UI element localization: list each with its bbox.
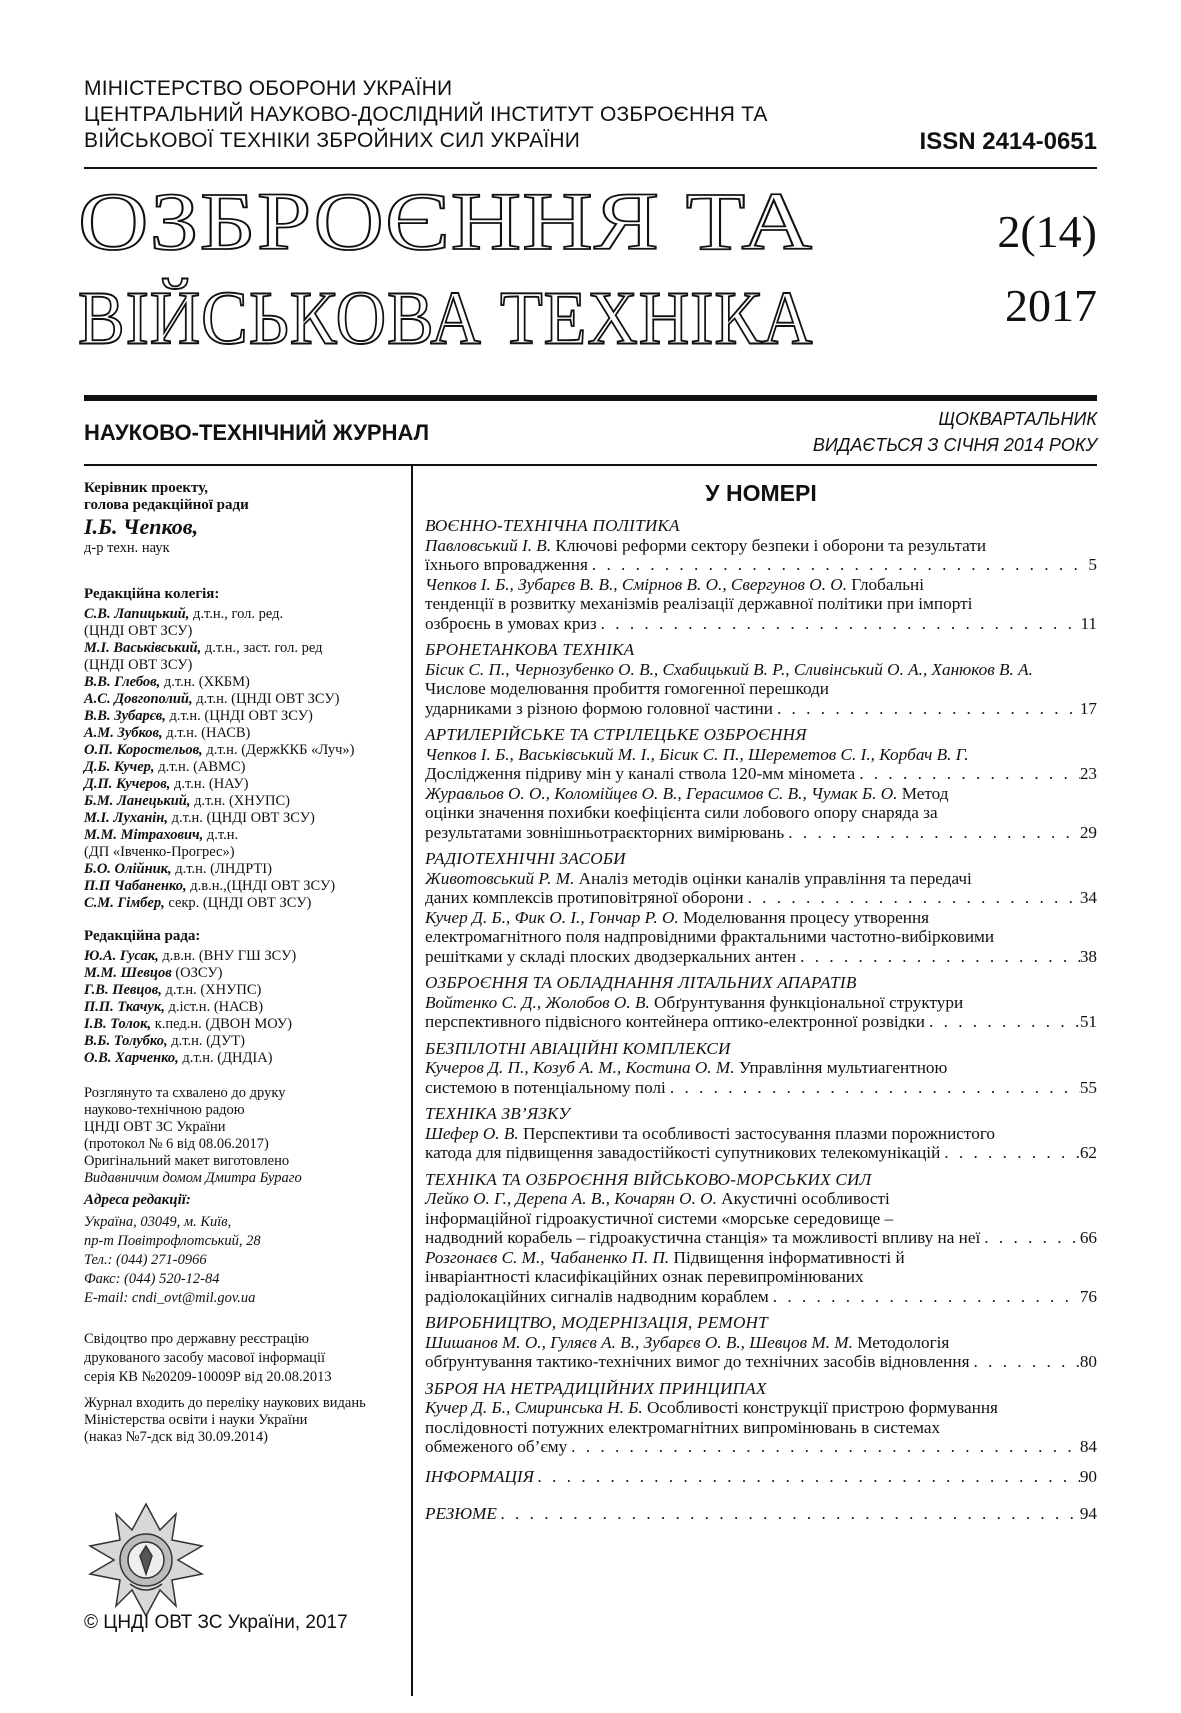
editorial-council (84, 928, 404, 1067)
member-row (84, 1033, 404, 1050)
member-role: к.пед.н. (ДВОН МОУ) (151, 1016, 292, 1032)
member-role: секр. (ЦНДІ ОВТ ЗСУ) (164, 895, 312, 911)
toc-article-line (425, 888, 1097, 908)
dot-leader (980, 1228, 1080, 1248)
toc-article[interactable] (425, 869, 1097, 908)
member-row (84, 827, 404, 844)
article-title-part: Метод (897, 783, 949, 803)
member-row (84, 759, 404, 776)
member-name: М.І. Луханін, (84, 810, 168, 826)
member-row (84, 948, 404, 965)
dot-leader (567, 1437, 1080, 1457)
article-page: 38 (1079, 946, 1097, 966)
toc-article-line (425, 1058, 1097, 1078)
article-title-part: радіолокаційних сигналів надводним кораблем (425, 1286, 769, 1306)
article-authors: Чепков І. Б., Васьківський М. І., Бісик С. П., Шереметов С. І., Корбач В. Г. (425, 744, 969, 764)
toc-article-line (425, 575, 1097, 595)
member-role: д.т.н. (ДержККБ «Луч») (202, 742, 355, 758)
article-title-part: катода для підвищення завадостійкості супутникових телекомунікацій (425, 1143, 941, 1162)
toc-heading: У НОМЕРІ (705, 480, 817, 506)
toc-extra-entry[interactable] (425, 1504, 1097, 1524)
member-name: Ю.А. Гусак, (84, 948, 159, 964)
member-row (84, 810, 404, 827)
member-role: (ЦНДІ ОВТ ЗСУ) (84, 657, 193, 673)
article-page: 5 (1088, 555, 1097, 574)
toc-article-line (425, 784, 1097, 804)
member-role: д.т.н., заст. гол. ред (201, 640, 323, 656)
article-authors: Шефер О. В. (425, 1123, 519, 1143)
address-title: Адреса редакції: (84, 1192, 191, 1208)
toc-article[interactable] (425, 1248, 1097, 1307)
toc-section-title[interactable]: РАДІОТЕХНІЧНІ ЗАСОБИ (425, 849, 626, 868)
toc-article-line (425, 1398, 1097, 1418)
member-name: В.В. Зубарєв, (84, 708, 166, 724)
member-row (84, 878, 404, 895)
member-role: д.т.н. (ДУТ) (167, 1033, 245, 1049)
journal-subtitle: НАУКОВО-ТЕХНІЧНИЙ ЖУРНАЛ (84, 420, 430, 445)
article-title-part: електромагнітного поля надпровідними фрактальними частотно-вибірковими (425, 927, 995, 946)
article-title-part: решітками у складі плоских дводзеркальних антен (425, 946, 797, 966)
toc-article-line (425, 536, 1097, 556)
article-page: 62 (1079, 1143, 1097, 1162)
toc-article[interactable] (425, 1124, 1097, 1163)
toc-article[interactable] (425, 660, 1097, 719)
address-line: пр-т Повітрофлотський, 28 (84, 1233, 261, 1249)
dot-leader (588, 555, 1081, 575)
certificate-line: Свідоцтво про державну реєстрацію (84, 1331, 309, 1347)
dot-leader (940, 1143, 1080, 1163)
toc-article-line (425, 1248, 1097, 1268)
toc-article-line (425, 993, 1097, 1013)
issn: ISSN 2414-0651 (919, 128, 1097, 155)
article-title-part: Перспективи та особливості застосування плазми порожнистого (518, 1123, 996, 1143)
article-authors: Войтенко С. Д., Жолобов О. В. (425, 992, 650, 1012)
toc-article[interactable] (425, 1058, 1097, 1097)
chief-name: І.Б. Чепков, (84, 514, 199, 539)
member-row (84, 725, 404, 742)
approval-line: ЦНДІ ОВТ ЗС України (84, 1119, 226, 1135)
article-page: 84 (1079, 1437, 1097, 1456)
member-name: А.М. Зубков, (84, 725, 163, 741)
member-row (84, 793, 404, 810)
institute-emblem-icon (86, 1500, 206, 1620)
head-label: голова редакційної ради (84, 497, 249, 513)
dot-leader (769, 1287, 1080, 1307)
article-title-part: оцінки значення похибки коефіцієнта сили лобового опору снаряда за (425, 803, 938, 822)
dot-leader (744, 888, 1080, 908)
toc-article-line (425, 1189, 1097, 1209)
member-row (84, 691, 404, 708)
table-of-contents (425, 516, 1097, 1524)
article-title-part: тенденції в розвитку механізмів реалізації державної політики при імпорті (425, 594, 973, 613)
member-name: І.В. Толок, (84, 1016, 152, 1032)
toc-extra-title: РЕЗЮМЕ (425, 1504, 497, 1523)
article-page: 94 (1079, 1504, 1097, 1523)
member-role: д.т.н., гол. ред. (189, 606, 284, 622)
toc-article[interactable] (425, 1189, 1097, 1248)
toc-article[interactable] (425, 784, 1097, 843)
approval-line: науково-технічною радою (84, 1102, 245, 1118)
article-title-part: озброєнь в умовах криз (425, 613, 597, 633)
article-title-part: перспективного підвісного контейнера оптико-електронної розвідки (425, 1012, 926, 1031)
subtitle-divider (84, 464, 1097, 466)
article-authors: Павловський І. В. (425, 535, 552, 555)
member-row (84, 742, 404, 759)
toc-article[interactable] (425, 1333, 1097, 1372)
article-title-part: Аналіз методів оцінки каналів управління та передачі (574, 868, 972, 888)
toc-section-title[interactable]: ТЕХНІКА ЗВ’ЯЗКУ (425, 1104, 571, 1123)
toc-article-line (425, 1228, 1097, 1248)
listing-block (84, 1395, 404, 1446)
article-title-part: системою в потенціальному полі (425, 1077, 666, 1097)
member-role: д.т.н. (НАСВ) (162, 725, 251, 741)
article-title-part: Дослідження підриву мін у каналі ствола 120-мм міномета (425, 764, 856, 783)
member-role: д.в.н. (ВНУ ГШ ЗСУ) (158, 948, 297, 964)
dot-leader (784, 823, 1080, 843)
toc-article-line (425, 1012, 1097, 1032)
member-name: В.Б. Толубко, (84, 1033, 168, 1049)
article-title-part: Обґрунтування функціональної структури (649, 992, 964, 1012)
article-title-part: послідовності потужних електромагнітних випромінювань в системах (425, 1417, 941, 1437)
member-role: (ДП «Івченко-Прогрес») (84, 844, 235, 860)
publisher-block (84, 76, 768, 154)
dot-leader (925, 1012, 1080, 1032)
toc-article-line (425, 823, 1097, 843)
member-role: д.іст.н. (НАСВ) (164, 999, 264, 1015)
toc-article[interactable] (425, 908, 1097, 967)
member-role: д.т.н. (НАУ) (170, 776, 249, 792)
journal-title-line2: ВІЙСЬКОВА ТЕХНІКА (78, 276, 814, 361)
member-role: д.т.н. (ЦНДІ ОВТ ЗСУ) (167, 810, 315, 826)
certificate-block (84, 1330, 404, 1387)
member-row (84, 674, 404, 691)
copyright: © ЦНДІ ОВТ ЗС України, 2017 (84, 1612, 348, 1633)
toc-article-line (425, 1352, 1097, 1372)
address-line: Тел.: (044) 271-0966 (84, 1252, 207, 1268)
member-name: О.В. Харченко, (84, 1050, 179, 1066)
member-row (84, 657, 404, 674)
article-authors: Чепков І. Б., Зубарєв В. В., Смірнов В. О., Свергунов О. О. (425, 574, 847, 594)
toc-article-line (425, 869, 1097, 889)
member-row (84, 895, 404, 912)
article-authors: Розгонаєв С. М., Чабаненко П. П. (425, 1247, 670, 1267)
council-list (84, 948, 404, 1067)
member-name: М.М. Шевцов (84, 965, 172, 981)
certificate-line: друкованого засобу масової інформації (84, 1350, 325, 1366)
publisher-line: МІНІСТЕРСТВО ОБОРОНИ УКРАЇНИ (84, 77, 453, 100)
member-name: С.М. Гімбер, (84, 895, 165, 911)
toc-section-title[interactable]: ТЕХНІКА ТА ОЗБРОЄННЯ ВІЙСЬКОВО-МОРСЬКИХ СИЛ (425, 1169, 872, 1189)
member-role: д.т.н. (ДНДІА) (178, 1050, 273, 1066)
article-title-part: Числове моделювання пробиття гомогенної перешкоди (425, 679, 829, 698)
article-authors: Животовський Р. М. (425, 868, 575, 888)
head-label: Керівник проекту, (84, 480, 208, 496)
toc-section-title[interactable]: ОЗБРОЄННЯ ТА ОБЛАДНАННЯ ЛІТАЛЬНИХ АПАРАТІВ (425, 973, 857, 992)
member-role: д.т.н. (ХКБМ) (160, 674, 250, 690)
article-title-part: Методологія (852, 1332, 950, 1352)
dot-leader (855, 764, 1080, 784)
member-name: Б.О. Олійник, (84, 861, 172, 877)
article-title-part: Управління мультиагентною (734, 1058, 948, 1077)
issue-number: 2(14) (997, 206, 1097, 257)
dot-leader (497, 1504, 1080, 1524)
toc-article-line (425, 745, 1097, 765)
article-title-part: даних комплексів протиповітряної оборони (425, 888, 744, 907)
journal-title-line1: ОЗБРОЄННЯ ТА (78, 175, 814, 267)
article-title-part: Моделювання процесу утворення (678, 907, 930, 927)
toc-article[interactable] (425, 745, 1097, 784)
board-list (84, 606, 404, 912)
member-role: д.т.н. (ХНУПС) (161, 982, 262, 998)
member-role: (ЦНДІ ОВТ ЗСУ) (84, 623, 193, 639)
member-row (84, 982, 404, 999)
toc-article-line (425, 699, 1097, 719)
member-role: д.т.н. (ХНУПС) (190, 793, 290, 809)
toc-article-line (425, 1437, 1097, 1457)
dot-leader (597, 614, 1081, 634)
approval-block (84, 1085, 404, 1187)
member-name: Б.М. Ланецький, (84, 793, 191, 809)
approval-line: Розглянуто та схвалено до друку (84, 1085, 286, 1101)
article-authors: Кучер Д. Б., Фик О. І., Гончар Р. О. (425, 907, 679, 927)
member-row (84, 999, 404, 1016)
article-authors: Лейко О. Г., Дерепа А. В., Кочарян О. О. (425, 1189, 717, 1208)
address-line: Україна, 03049, м. Київ, (84, 1214, 232, 1230)
member-name: П.П Чабаненко, (84, 878, 187, 894)
toc-article[interactable] (425, 1398, 1097, 1457)
member-name: Д.Б. Кучер, (84, 759, 155, 775)
toc-extra-entry[interactable] (425, 1467, 1097, 1487)
member-role: д.т.н. (203, 827, 239, 843)
member-name: А.С. Довгополий, (84, 691, 193, 707)
certificate-line: серія КВ №20209-10009Р від 20.08.2013 (84, 1369, 332, 1385)
header-divider (84, 167, 1097, 169)
member-name: М.М. Мітрахович, (84, 827, 204, 843)
article-authors: Бісик С. П., Чернозубенко О. В., Схабицький В. Р., Сливінський О. А., Ханюков В. А. (425, 659, 1033, 679)
article-authors: Кучеров Д. П., Козуб А. М., Костина О. М. (425, 1058, 735, 1077)
article-title-part: їхнього впровадження (425, 555, 588, 574)
toc-article-line (425, 614, 1097, 634)
member-name: М.І. Васьківський, (84, 640, 202, 656)
toc-article-line (425, 1287, 1097, 1307)
article-authors: Шишанов М. О., Гуляєв А. В., Зубарєв О. В., Шевцов М. М. (425, 1332, 853, 1352)
article-page: 66 (1079, 1228, 1097, 1247)
toc-section-title[interactable]: ВИРОБНИЦТВО, МОДЕРНІЗАЦІЯ, РЕМОНТ (425, 1313, 768, 1332)
article-title-part: Ключові реформи сектору безпеки і оборони та результати (551, 535, 987, 555)
article-title-part: Акустичні особливості (716, 1189, 890, 1208)
toc-extra-title: ІНФОРМАЦІЯ (425, 1466, 534, 1486)
article-title-part: Глобальні (847, 574, 925, 594)
toc-section-title[interactable]: ВОЄННО-ТЕХНІЧНА ПОЛІТИКА (425, 516, 680, 535)
member-row (84, 640, 404, 657)
approval-line: (протокол № 6 від 08.06.2017) (84, 1136, 269, 1152)
toc-section-title[interactable]: ЗБРОЯ НА НЕТРАДИЦІЙНИХ ПРИНЦИПАХ (425, 1378, 767, 1398)
article-title-part: результатами зовнішньотраєкторних вимірювань (425, 822, 785, 842)
member-row (84, 708, 404, 725)
dot-leader (970, 1352, 1080, 1372)
editorial-board (84, 586, 404, 912)
toc-article-line (425, 660, 1097, 699)
member-name: Д.П. Кучеров, (84, 776, 171, 792)
address-block (84, 1192, 404, 1308)
article-page: 17 (1079, 698, 1097, 718)
member-role: д.т.н. (ЛНДРТІ) (171, 861, 272, 877)
toc-article-line (425, 1124, 1097, 1144)
title-divider (84, 395, 1097, 401)
article-page: 34 (1079, 888, 1097, 907)
article-title-part: обґрунтування тактико-технічних вимог до технічних засобів відновлення (425, 1352, 970, 1371)
member-row (84, 1050, 404, 1067)
member-role: д.т.н. (ЦНДІ ОВТ ЗСУ) (165, 708, 313, 724)
member-role: д.в.н.,(ЦНДІ ОВТ ЗСУ) (186, 878, 336, 894)
article-page: 80 (1079, 1352, 1097, 1371)
toc-section-title[interactable]: БЕЗПІЛОТНІ АВІАЦІЙНІ КОМПЛЕКСИ (425, 1038, 731, 1058)
member-row (84, 623, 404, 640)
article-title-part: надводний корабель – гідроакустична станція» та можливості впливу на неї (425, 1228, 981, 1247)
toc-article[interactable] (425, 536, 1097, 575)
chief-degree: д-р техн. наук (84, 540, 170, 556)
member-name: Г.В. Певцов, (84, 982, 162, 998)
article-page: 29 (1079, 822, 1097, 842)
dot-leader (534, 1467, 1080, 1487)
toc-section-title[interactable]: БРОНЕТАНКОВА ТЕХНІКА (425, 640, 635, 659)
address-email: E-mail: cndi_ovt@mil.gov.ua (84, 1290, 256, 1306)
member-name: С.В. Лапицький, (84, 606, 190, 622)
listing-line: Міністерства освіти і науки України (84, 1412, 308, 1428)
toc-article-line (425, 1143, 1097, 1163)
article-page: 76 (1079, 1286, 1097, 1306)
toc-article-line (425, 1078, 1097, 1098)
member-row (84, 606, 404, 623)
article-title-part: обмеженого об’єму (425, 1437, 568, 1456)
toc-article-line (425, 764, 1097, 784)
member-row (84, 776, 404, 793)
frequency: ЩОКВАРТАЛЬНИК (938, 409, 1097, 429)
toc-article-line (425, 908, 1097, 928)
article-page: 90 (1079, 1466, 1097, 1486)
published-since: ВИДАЄТЬСЯ З СІЧНЯ 2014 РОКУ (812, 435, 1097, 455)
layout-note: Видавничим домом Дмитра Бураго (84, 1170, 302, 1186)
toc-article-line (425, 555, 1097, 575)
toc-article-line (425, 947, 1097, 967)
member-row (84, 965, 404, 982)
article-title-part: інваріантності класифікаційних ознак перевипромінюваних (425, 1267, 864, 1286)
council-title: Редакційна рада: (84, 928, 201, 944)
column-divider (411, 466, 413, 1696)
listing-line: (наказ №7-дск від 30.09.2014) (84, 1429, 268, 1445)
article-page: 51 (1079, 1012, 1097, 1031)
dot-leader (773, 699, 1080, 719)
publisher-line: ВІЙСЬКОВОЇ ТЕХНІКИ ЗБРОЙНИХ СИЛ УКРАЇНИ (84, 129, 581, 152)
member-row (84, 844, 404, 861)
article-title-part: ударниками з різною формою головної частини (425, 698, 773, 718)
article-page: 23 (1079, 764, 1097, 783)
member-name: О.П. Коростельов, (84, 742, 203, 758)
toc-article-line (425, 1333, 1097, 1353)
toc-article[interactable] (425, 993, 1097, 1032)
publisher-line: ЦЕНТРАЛЬНИЙ НАУКОВО-ДОСЛІДНИЙ ІНСТИТУТ ОЗБРОЄННЯ ТА (84, 103, 768, 126)
article-authors: Журавльов О. О., Коломійцев О. В., Герасимов С. В., Чумак Б. О. (425, 783, 898, 803)
article-authors: Кучер Д. Б., Смиринська Н. Б. (425, 1398, 643, 1417)
dot-leader (796, 947, 1080, 967)
layout-note: Оригінальний макет виготовлено (84, 1153, 290, 1169)
article-title-part: Підвищення інформативності й (669, 1247, 905, 1267)
editorial-head (84, 480, 404, 557)
member-name: П.П. Ткачук, (84, 999, 165, 1015)
article-page: 11 (1080, 613, 1097, 633)
article-page: 55 (1079, 1077, 1097, 1097)
member-role: д.т.н. (ЦНДІ ОВТ ЗСУ) (192, 691, 340, 707)
member-role: (ОЗСУ) (171, 965, 223, 981)
member-row (84, 861, 404, 878)
board-title: Редакційна колегія: (84, 586, 220, 602)
article-title-part: інформаційної гідроакустичної системи «морське середовище – (425, 1208, 894, 1228)
listing-line: Журнал входить до переліку наукових видань (84, 1395, 366, 1411)
member-row (84, 1016, 404, 1033)
address-line: Факс: (044) 520-12-84 (84, 1271, 220, 1287)
toc-article[interactable] (425, 575, 1097, 634)
article-title-part: Особливості конструкції пристрою формування (642, 1398, 998, 1417)
member-role: д.т.н. (АВМС) (154, 759, 246, 775)
member-name: В.В. Глебов, (84, 674, 161, 690)
toc-section-title[interactable]: АРТИЛЕРІЙСЬКЕ ТА СТРІЛЕЦЬКЕ ОЗБРОЄННЯ (425, 725, 807, 744)
issue-year: 2017 (1005, 280, 1097, 331)
dot-leader (666, 1078, 1080, 1098)
